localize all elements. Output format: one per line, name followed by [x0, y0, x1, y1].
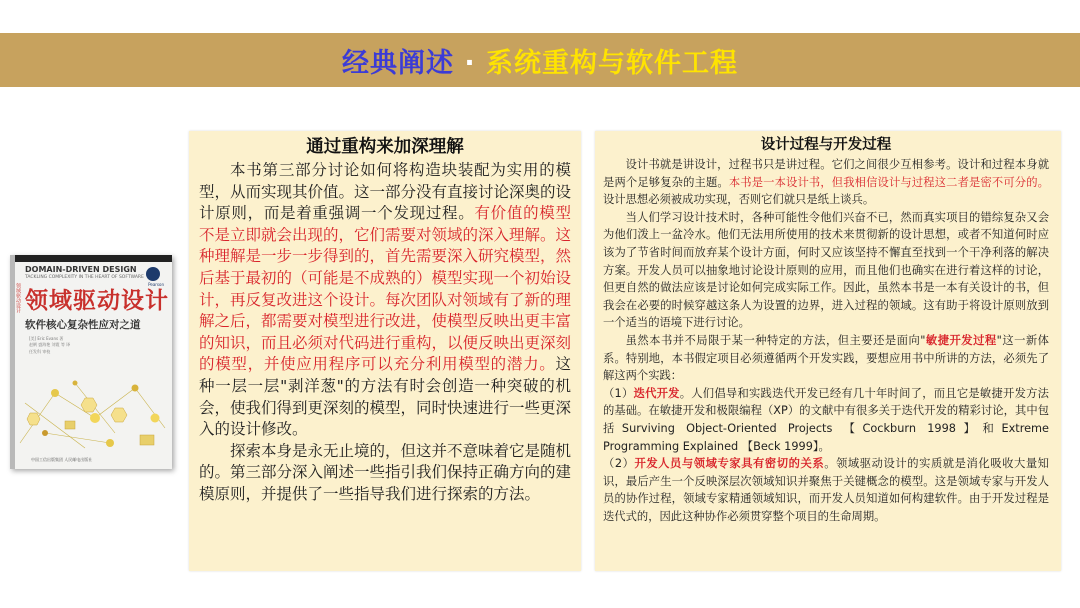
book-publisher: 中国工信出版集团 人民邮电出版社 [31, 457, 93, 462]
page-title-part1: 经典阐述 [341, 47, 454, 79]
page-title-part2: 系统重构与软件工程 [486, 47, 739, 79]
left-p1-text-c: 这种一层一层"剥洋葱"的方法有时会创造一种突破的机会，使我们得到更深刻的模型，同时快速进行一些更深入的设计修改。 [199, 355, 572, 439]
right-panel-paragraph-2: 当人们学习设计技术时，各种可能性令他们兴奋不已，然而真实项目的错综复杂又会为他们泼上一盆冷水。他们无法用所使用的技术来贯彻新的设计思想，或者不知道何时应该为了节省时间而放弃某个设计方面，何时又应该坚持不懈直至找到一个干净利落的解决方案。开发人员可以抽象地讨论设计原则的应用，而且他们也确实在进行着这样的讨论，但更自然的做法应该是讨论如何完成实际工作。因此，虽然本书是一本有关设计的书，但我会在必要的时候穿越这条人为设置的边界，进入过程的领域。这有助于将设计原则放到一个适当的语境下进行讨论。 [603, 210, 1049, 330]
book-subtitle-en: TACKLING COMPLEXITY IN THE HEART OF SOFTWARE [25, 275, 144, 281]
right-p4-number: （1） [603, 386, 634, 400]
right-p5-number: （2） [603, 457, 635, 471]
book-translators: 赵俐 盛海艳 刘霞 等 译 [29, 342, 71, 348]
book-cover-illustration [15, 373, 172, 453]
book-title-cn: 领域驱动设计 [25, 287, 169, 314]
right-panel-paragraph-4 [603, 385, 1049, 455]
publisher-logo-label: Pearson [148, 282, 164, 287]
right-panel-paragraph-5 [603, 455, 1049, 525]
right-p3-text-a: 虽然本书并不局限于某一种特定的方法，但主要还是面向" [625, 333, 926, 347]
header-banner [0, 33, 1080, 87]
publisher-logo-icon [146, 267, 160, 281]
right-p3-text-c: "这一新体系。特别地，本书假定项目必须遵循两个开发实践，要想应用书中所讲的方法，必须先了解这两个实践： [603, 333, 1049, 383]
left-p1-text-a: 本书第三部分讨论如何将构造块装配为实用的模型，从而实现其价值。这一部分没有直接讨论深奥的设计原则，而是着重强调一个发现过程。 [199, 161, 572, 223]
left-panel-paragraph-2: 探索本身是永无止境的，但这并不意味着它是随机的。第三部分深入阐述一些指引我们保持正确方向的建模原则，并提供了一些指导我们进行探索的方法。 [199, 441, 572, 503]
book-subtitle-cn: 软件核心复杂性应对之道 [25, 318, 141, 331]
book-spine-title: 领域驱动设计 [15, 283, 21, 313]
book-cover-image [10, 255, 172, 469]
book-title-en: DOMAIN-DRIVEN DESIGN [25, 265, 137, 274]
right-p5-highlight: 开发人员与领域专家具有密切的关系 [634, 457, 825, 471]
right-panel-paragraph-3 [603, 332, 1049, 385]
left-panel-title: 通过重构来加深理解 [306, 137, 464, 157]
right-panel-title: 设计过程与开发过程 [760, 137, 892, 153]
book-top-bar [15, 255, 172, 262]
page-title [342, 41, 738, 80]
right-p1-highlight: 本书是一本设计书，但我相信设计与过程这二者是密不可分的。 [728, 175, 1049, 189]
right-p4-highlight: 迭代开发 [633, 386, 680, 400]
right-text-panel [595, 131, 1061, 571]
right-p1-text-c: 设计思想必须被成功实现，否则它们就只是纸上谈兵。 [603, 193, 875, 207]
left-panel-paragraph-1 [199, 160, 571, 441]
right-p1-text-a: 设计书就是讲设计，过程书只是讲过程。它们之间很少互相参考。设计和过程本身就是两个足够复杂的主题。 [603, 158, 1049, 189]
right-p3-highlight: 敏捷开发过程 [925, 333, 997, 347]
left-text-panel [189, 131, 581, 571]
book-credits [15, 332, 172, 355]
right-panel-paragraph-1 [603, 156, 1049, 209]
right-p5-text: 。领域驱动设计的实质就是消化吸收大量知识，最后产生一个反映深层次领域知识并聚焦于关键概念的模型。这是领域专家与开发人员的协作过程，领域专家精通领域知识，而开发人员知道如何构建软件。由于开发过程是迭代式的，因此这种协作必须贯穿整个项目的生命周期。 [603, 457, 1049, 523]
left-p1-highlight: 有价值的模型不是立即就会出现的，它们需要对领域的深入理解。这种理解是一步一步得到的，首先需要深入研究模型，然后基于最初的（可能是不成熟的）模型实现一个初始设计，再反复改进这个设计。每次团队对领域有了新的理解之后，都需要对模型进行改进，使模型反映出更丰富的知识，而且必须对代码进行重构，以便反映出更深刻的模型，并使应用程序可以充分利用模型的潜力。 [199, 204, 572, 374]
right-p4-text: 。人们倡导和实践迭代开发已经有几十年时间了，而且它是敏捷开发方法的基础。在敏捷开发和极限编程（XP）的文献中有很多关于迭代开发的精彩讨论，其中包括Surviving Object-Oriented Projects 【Cockburn 1998】和Extreme Programming Explained 【Beck 1999】。 [603, 386, 1049, 453]
page-title-separator: · [453, 47, 487, 79]
book-author: [美] Eric Evans 著 [29, 335, 64, 341]
book-reviewer: 任发科 审校 [29, 348, 51, 354]
